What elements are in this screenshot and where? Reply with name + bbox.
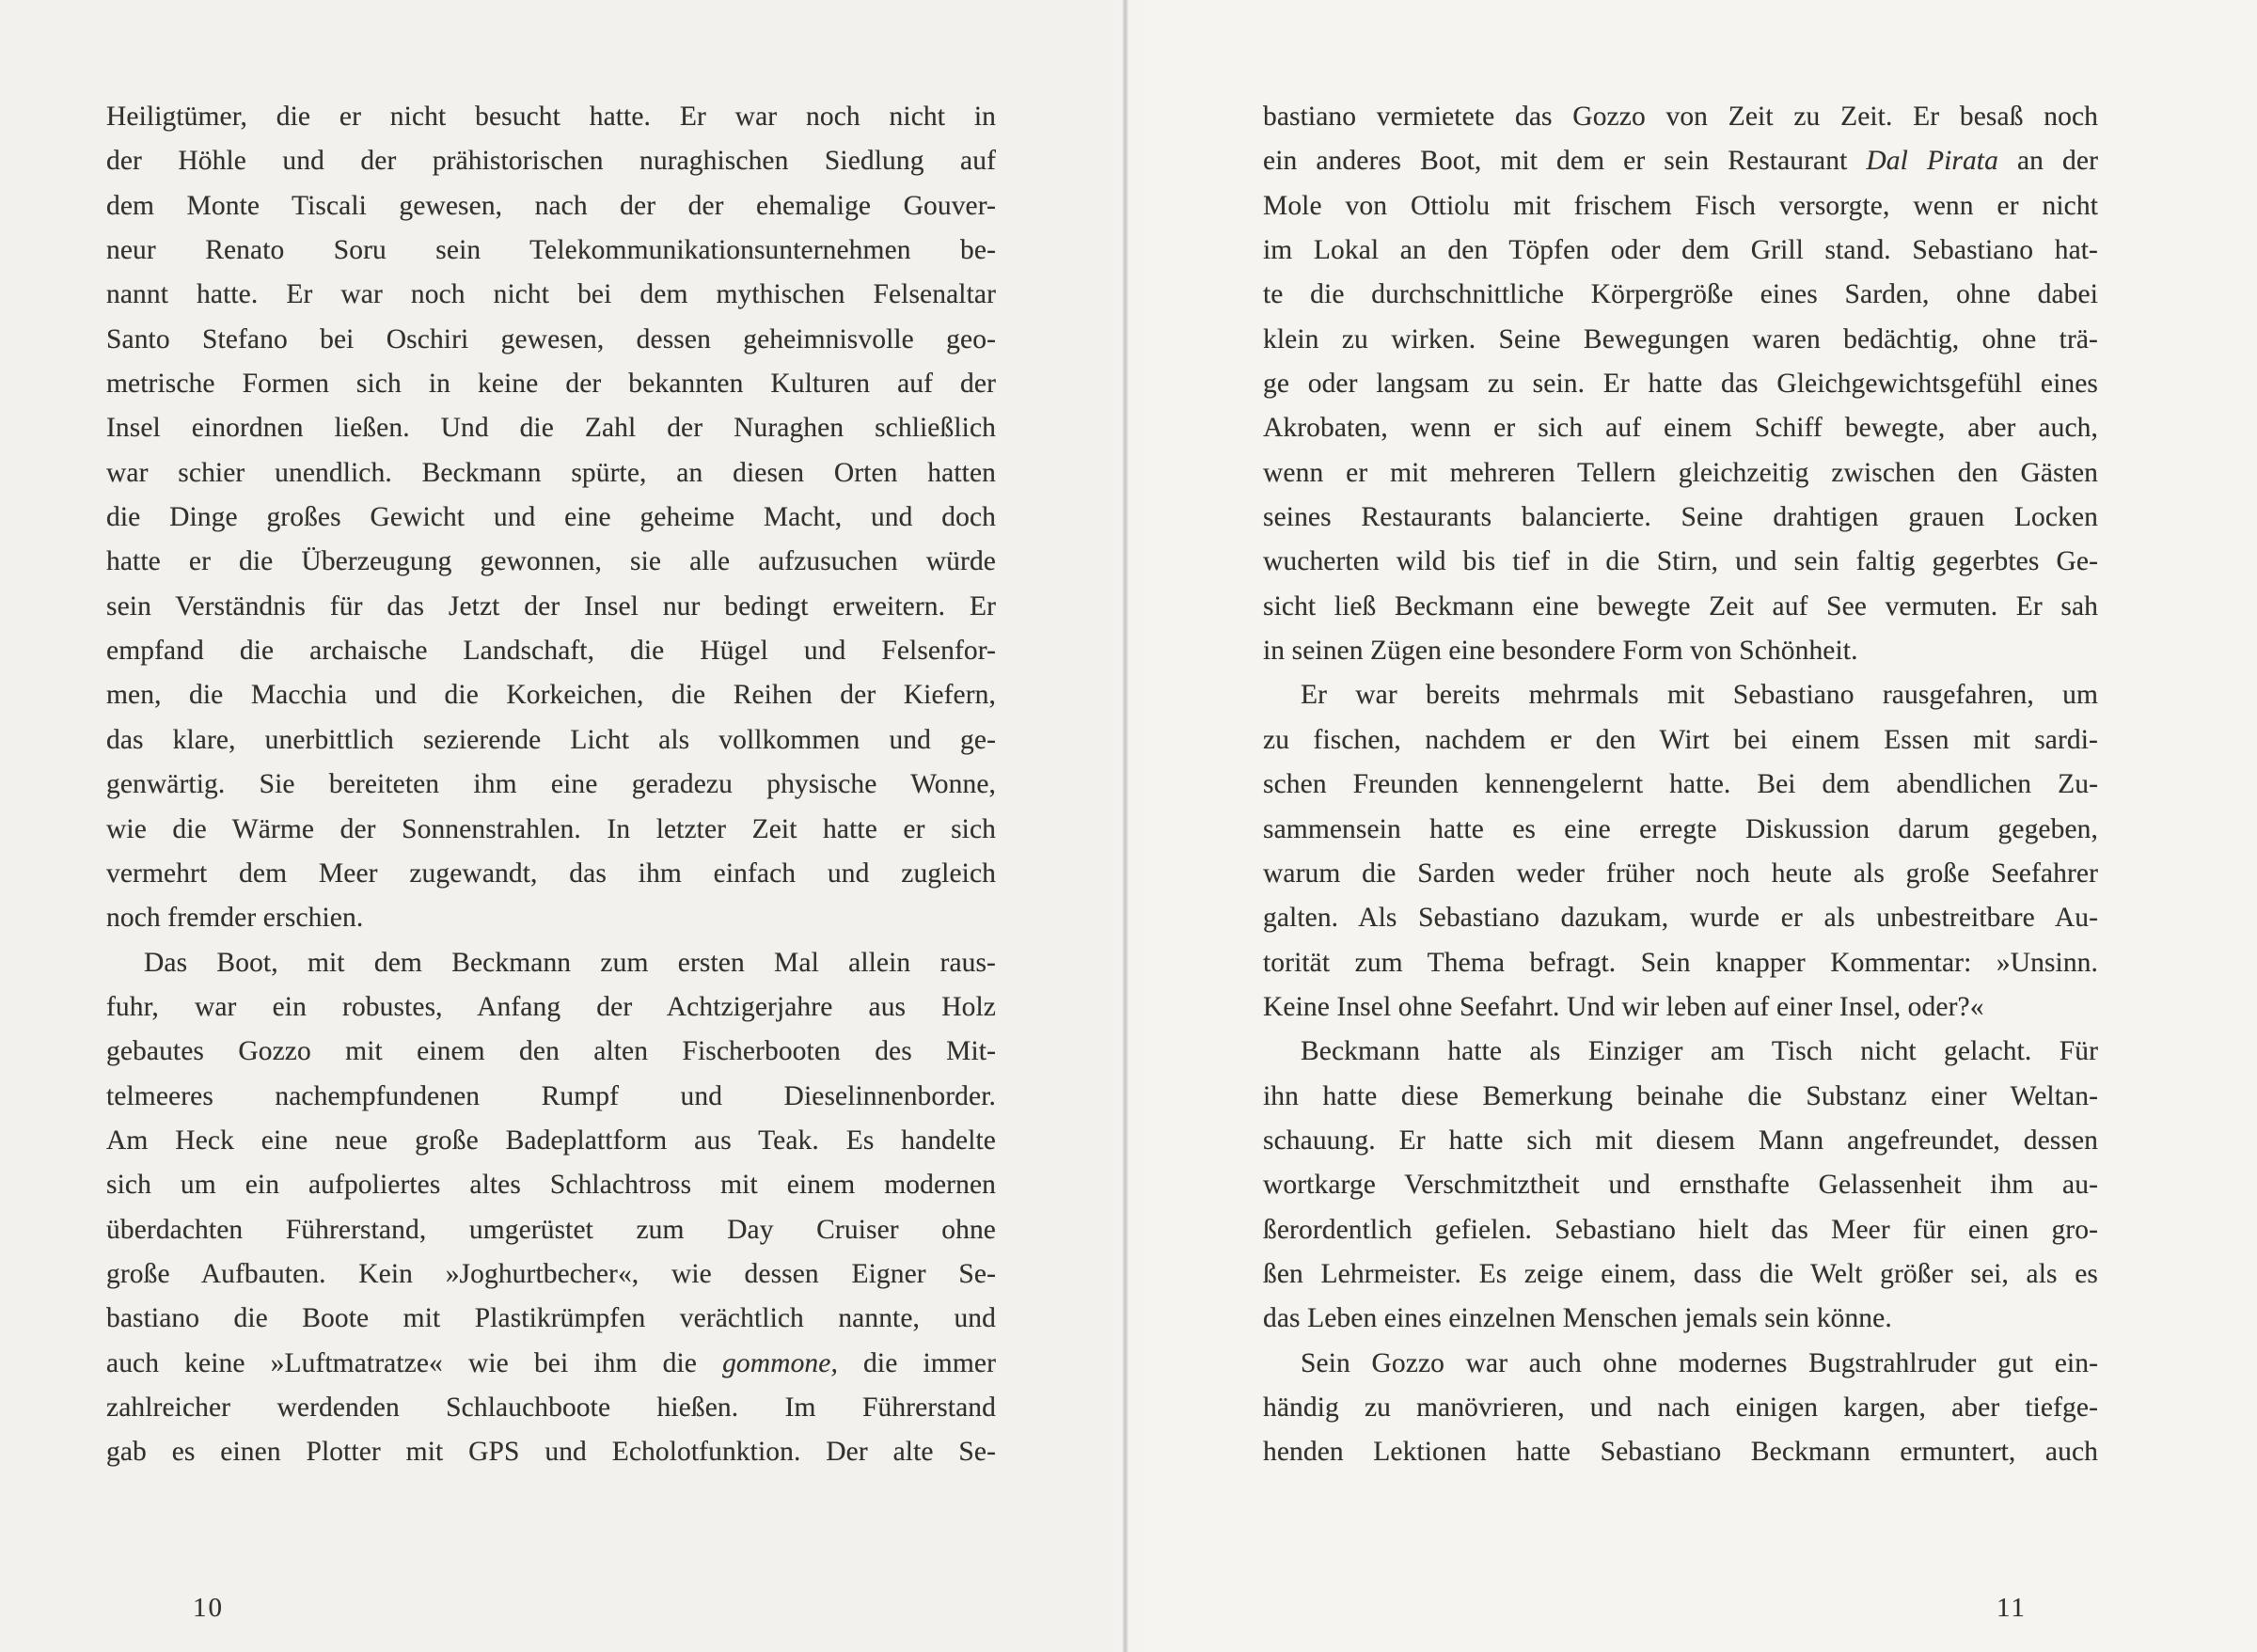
- text-line: sicht ließ Beckmann eine bewegte Zeit auf See vermuten. Er sah: [1263, 590, 2098, 621]
- text-line: metrische Formen sich in keine der bekannten Kulturen auf der: [106, 369, 996, 400]
- text-line: im Lokal an den Töpfen oder dem Grill stand. Sebastiano hat-: [1263, 235, 2098, 266]
- text-line: seines Restaurants balancierte. Seine drahtigen grauen Locken: [1263, 502, 2098, 533]
- text-line: in seinen Zügen eine besondere Form von Schönheit.: [1263, 636, 1858, 667]
- text-line: überdachten Führerstand, umgerüstet zum Day Cruiser ohne: [106, 1214, 996, 1245]
- text-line: torität zum Thema befragt. Sein knapper Kommentar: »Unsinn.: [1263, 947, 2098, 978]
- text-line: nannt hatte. Er war noch nicht bei dem mythischen Felsenaltar: [106, 279, 996, 310]
- text-line: empfand die archaische Landschaft, die Hügel und Felsenfor-: [106, 636, 996, 667]
- text-line: fuhr, war ein robustes, Anfang der Achtzigerjahre aus Holz: [106, 991, 996, 1022]
- left-page-text-block: [106, 95, 996, 1475]
- text-line: zahlreicher werdenden Schlauchboote hießen. Im Führerstand: [106, 1392, 996, 1423]
- text-line: genwärtig. Sie bereiteten ihm eine geradezu physische Wonne,: [106, 769, 996, 800]
- text-line: der Höhle und der prähistorischen nuraghischen Siedlung auf: [106, 146, 996, 177]
- text-line: Mole von Ottiolu mit frischem Fisch versorgte, wenn er nicht: [1263, 190, 2098, 221]
- text-line: neur Renato Soru sein Telekommunikationsunternehmen be-: [106, 235, 996, 266]
- text-line: hatte er die Überzeugung gewonnen, sie alle aufzusuchen würde: [106, 546, 996, 577]
- italic-phrase: Dal Pirata: [1866, 146, 1998, 177]
- text-line: warum die Sarden weder früher noch heute als große Seefahrer: [1263, 857, 2098, 889]
- text-line: Sein Gozzo war auch ohne modernes Bugstrahlruder gut ein-: [1301, 1347, 2098, 1378]
- text-line: Am Heck eine neue große Badeplattform aus Teak. Es handelte: [106, 1125, 996, 1156]
- text-line: telmeeres nachempfundenen Rumpf und Dieselinnenborder.: [106, 1080, 996, 1111]
- text-line: zu fischen, nachdem er den Wirt bei einem Essen mit sardi-: [1263, 724, 2098, 755]
- text-line: das Leben eines einzelnen Menschen jemals sein könne.: [1263, 1303, 1892, 1334]
- text-line: auch keine »Luftmatratze« wie bei ihm die gommone, die immer: [106, 1347, 996, 1378]
- text-line: bastiano die Boote mit Plastikrümpfen verächtlich nannte, und: [106, 1303, 996, 1334]
- text-line: men, die Macchia und die Korkeichen, die Reihen der Kiefern,: [106, 680, 996, 711]
- text-line: wortkarge Verschmitztheit und ernsthafte Gelassenheit ihm au-: [1263, 1170, 2098, 1201]
- text-line: ge oder langsam zu sein. Er hatte das Gleichgewichtsgefühl eines: [1263, 369, 2098, 400]
- text-line: Heiligtümer, die er nicht besucht hatte. Er war noch nicht in: [106, 102, 996, 132]
- text-line: Akrobaten, wenn er sich auf einem Schiff bewegte, aber auch,: [1263, 413, 2098, 444]
- text-line: ihn hatte diese Bemerkung beinahe die Substanz einer Weltan-: [1263, 1080, 2098, 1111]
- text-line: ßen Lehrmeister. Es zeige einem, dass die Welt größer sei, als es: [1263, 1258, 2098, 1289]
- text-line: wenn er mit mehreren Tellern gleichzeitig zwischen den Gästen: [1263, 457, 2098, 488]
- text-line: wie die Wärme der Sonnenstrahlen. In letzter Zeit hatte er sich: [106, 813, 996, 844]
- text-line: Er war bereits mehrmals mit Sebastiano rausgefahren, um: [1301, 680, 2098, 711]
- text-line: gab es einen Plotter mit GPS und Echolotfunktion. Der alte Se-: [106, 1437, 996, 1468]
- text-line: die Dinge großes Gewicht und eine geheime Macht, und doch: [106, 502, 996, 533]
- text-line: händig zu manövrieren, und nach einigen kargen, aber tiefge-: [1263, 1392, 2098, 1423]
- text-line: Das Boot, mit dem Beckmann zum ersten Mal allein raus-: [144, 947, 996, 978]
- text-line: ßerordentlich gefielen. Sebastiano hielt das Meer für einen gro-: [1263, 1214, 2098, 1245]
- text-line: henden Lektionen hatte Sebastiano Beckmann ermuntert, auch: [1263, 1437, 2098, 1468]
- text-line: gebautes Gozzo mit einem den alten Fischerbooten des Mit-: [106, 1036, 996, 1067]
- text-line: galten. Als Sebastiano dazukam, wurde er als unbestreitbare Au-: [1263, 903, 2098, 934]
- right-page-number: 11: [1997, 1593, 2027, 1623]
- text-line: te die durchschnittliche Körpergröße eines Sarden, ohne dabei: [1263, 279, 2098, 310]
- page-gutter-divider: [1122, 0, 1128, 1652]
- text-line: wucherten wild bis tief in die Stirn, und sein faltig gegerbtes Ge-: [1263, 546, 2098, 577]
- text-line: schen Freunden kennengelernt hatte. Bei dem abendlichen Zu-: [1263, 769, 2098, 800]
- text-line: sammensein hatte es eine erregte Diskussion darum gegeben,: [1263, 813, 2098, 844]
- text-line: bastiano vermietete das Gozzo von Zeit zu Zeit. Er besaß noch: [1263, 102, 2098, 132]
- italic-phrase: gommone,: [722, 1347, 838, 1378]
- text-line: große Aufbauten. Kein »Joghurtbecher«, wie dessen Eigner Se-: [106, 1258, 996, 1289]
- text-line: Keine Insel ohne Seefahrt. Und wir leben auf einer Insel, oder?«: [1263, 991, 1984, 1022]
- text-line: Santo Stefano bei Oschiri gewesen, dessen geheimnisvolle geo-: [106, 323, 996, 354]
- text-line: dem Monte Tiscali gewesen, nach der der ehemalige Gouver-: [106, 190, 996, 221]
- text-line: Beckmann hatte als Einziger am Tisch nicht gelacht. Für: [1301, 1036, 2098, 1067]
- text-line: sein Verständnis für das Jetzt der Insel nur bedingt erweitern. Er: [106, 590, 996, 621]
- text-line: war schier unendlich. Beckmann spürte, an diesen Orten hatten: [106, 457, 996, 488]
- text-line: vermehrt dem Meer zugewandt, das ihm einfach und zugleich: [106, 857, 996, 889]
- left-page-number: 10: [193, 1593, 224, 1623]
- text-line: noch fremder erschien.: [106, 903, 364, 934]
- text-line: Insel einordnen ließen. Und die Zahl der Nuraghen schließlich: [106, 413, 996, 444]
- right-page-text-block: [1263, 95, 2098, 1475]
- text-line: ein anderes Boot, mit dem er sein Restaurant Dal Pirata an der: [1263, 146, 2098, 177]
- text-line: schauung. Er hatte sich mit diesem Mann angefreundet, dessen: [1263, 1125, 2098, 1156]
- text-line: das klare, unerbittlich sezierende Licht als vollkommen und ge-: [106, 724, 996, 755]
- text-line: sich um ein aufpoliertes altes Schlachtross mit einem modernen: [106, 1170, 996, 1201]
- text-line: klein zu wirken. Seine Bewegungen waren bedächtig, ohne trä-: [1263, 323, 2098, 354]
